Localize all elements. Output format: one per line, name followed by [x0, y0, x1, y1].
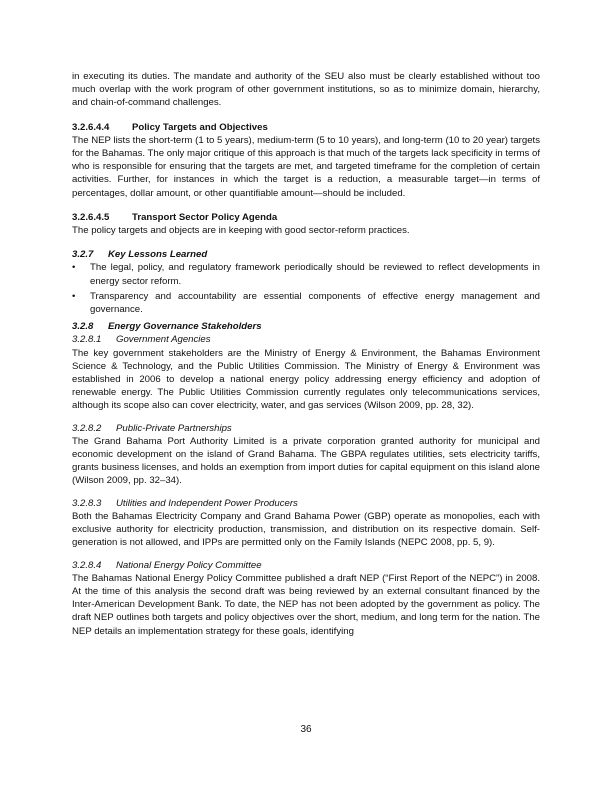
section-body: The key government stakeholders are the Ministry of Energy & Environment, the Bahamas Environment Science & Technology, and the Public Utilities Commission. The Ministry of Energy & Environment was established in 2006 to develop a national energy policy addressing energy efficiency and adoption of renewable energy. The Public Utilities Commission currently regulates only telecommunications services, although its scope also can cover electricity, water, and gas services (Wilson 2009, pp. 28, 32). — [72, 347, 540, 412]
subsection-heading — [72, 559, 540, 572]
section-transport-policy — [72, 211, 540, 237]
section-body: The policy targets and objects are in keeping with good sector-reform practices. — [72, 225, 410, 237]
section-number: 3.2.8.3 — [72, 497, 102, 509]
page-number: 36 — [300, 724, 312, 735]
section-heading — [72, 320, 540, 333]
section-key-lessons — [72, 248, 540, 316]
section-heading — [72, 121, 540, 134]
section-number: 3.2.6.4.4 — [72, 121, 110, 133]
subsection-heading — [72, 422, 540, 435]
section-number: 3.2.8 — [72, 321, 94, 333]
list-item: • Transparency and accountability are essential components of effective energy management and governance. — [72, 290, 540, 316]
section-number: 3.2.8.2 — [72, 422, 102, 434]
section-body: The Bahamas National Energy Policy Committee published a draft NEP (“First Report of the NEPC”) in 2008. At the time of this analysis the second draft was being reviewed by an external consultant financed by the Inter-American Development Bank. To date, the NEP has not been adopted by the government as policy. The draft NEP outlines both targets and policy objectives over the short, medium, and long term for the nation. The NEP details an implementation strategy for these goals, identifying — [72, 572, 540, 637]
section-governance-stakeholders — [72, 320, 540, 412]
section-number: 3.2.8.4 — [72, 559, 102, 571]
section-title: Policy Targets and Objectives — [132, 121, 268, 133]
section-body: Both the Bahamas Electricity Company and Grand Bahama Power (GBP) operate as monopolies, each with exclusive authority for electricity production, transmission, and distribution on its respective domain. Self-generation is not allowed, and IPPs are permitted only on the Family Islands (NEPC 2008, pp. 5, 9). — [72, 510, 540, 549]
bullet-icon: • — [72, 290, 76, 302]
section-title: Energy Governance Stakeholders — [108, 321, 262, 333]
section-number: 3.2.8.1 — [72, 334, 102, 346]
section-title: Transport Sector Policy Agenda — [132, 211, 278, 223]
section-title: Public-Private Partnerships — [116, 422, 232, 434]
section-public-private — [72, 422, 540, 488]
section-heading — [72, 211, 540, 224]
bullet-icon: • — [72, 262, 76, 274]
section-policy-targets — [72, 121, 540, 200]
lessons-list — [72, 261, 540, 316]
subsection-heading — [72, 333, 540, 346]
section-title: Government Agencies — [116, 334, 211, 346]
intro-paragraph: in executing its duties. The mandate and authority of the SEU also must be clearly established without too much overlap with the work program of other government institutions, so as to minimize domain, hierarchy, and chain-of-command challenges. — [72, 71, 540, 109]
section-body: The NEP lists the short-term (1 to 5 years), medium-term (5 to 10 years), and long-term (10 to 20 year) targets for the Bahamas. The only major critique of this approach is that much of the targets lack specificity in terms of who is responsible for ensuring that the targets are met, and targeted timeframe for the completion of certain activities. Further, for instances in which the target is a reduction, a measurable target—in terms of percentages, dollar amount, or other quantifiable amount—should be included. — [72, 134, 540, 199]
section-heading — [72, 248, 540, 261]
document-page — [72, 70, 540, 638]
subsection-heading — [72, 497, 540, 510]
section-utilities-ipp — [72, 497, 540, 550]
section-title: Key Lessons Learned — [108, 249, 208, 261]
section-number: 3.2.7 — [72, 249, 94, 261]
section-title: Utilities and Independent Power Producers — [116, 497, 298, 509]
section-number: 3.2.6.4.5 — [72, 211, 110, 223]
list-item: • The legal, policy, and regulatory framework periodically should be reviewed to reflect developments in energy sector reform. — [72, 262, 540, 287]
section-title: National Energy Policy Committee — [116, 559, 262, 571]
section-nepc — [72, 559, 540, 638]
section-body: The Grand Bahama Port Authority Limited is a private corporation granted authority for municipal and economic development on the island of Grand Bahama. The GBPA regulates utilities, sets electricity tariffs, grants business licenses, and holds an exemption from import duties for capital equipment on this island alone (Wilson 2009, pp. 32–34). — [72, 435, 540, 487]
